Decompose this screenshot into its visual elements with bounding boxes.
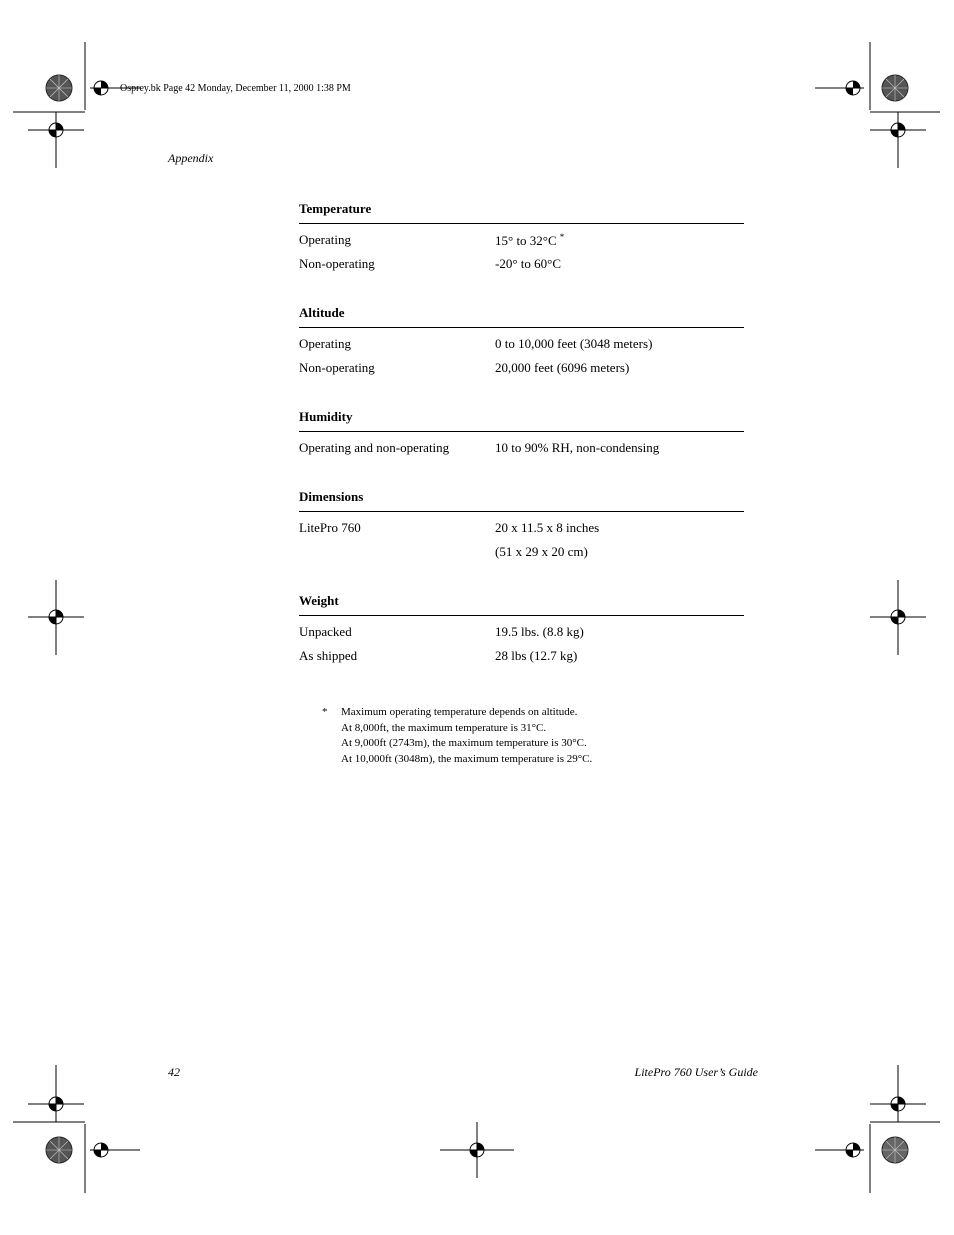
table-row bbox=[299, 516, 744, 540]
section-title: Dimensions bbox=[299, 488, 744, 512]
row-label: Unpacked bbox=[299, 624, 352, 639]
row-value: -20° to 60°C bbox=[495, 256, 562, 271]
row-value: 20 x 11.5 x 8 inches bbox=[495, 520, 600, 535]
footnote-line: At 8,000ft, the maximum temperature is 31°C. bbox=[341, 721, 547, 734]
row-value: 0 to 10,000 feet (3048 meters) bbox=[495, 336, 653, 351]
footer-title: LitePro 760 User’s Guide bbox=[634, 1065, 758, 1079]
footnote-line: At 10,000ft (3048m), the maximum temperature is 29°C. bbox=[341, 752, 593, 765]
footnote-line: At 9,000ft (2743m), the maximum temperature is 30°C. bbox=[341, 737, 587, 749]
table-row bbox=[299, 620, 744, 644]
section-humidity bbox=[299, 408, 744, 460]
print-slug: Osprey.bk Page 42 Monday, December 11, 2000 1:38 PM bbox=[120, 83, 351, 94]
row-value: 19.5 lbs. (8.8 kg) bbox=[495, 624, 584, 639]
row-label: Operating and non-operating bbox=[299, 440, 450, 455]
row-value: (51 x 29 x 20 cm) bbox=[495, 544, 588, 559]
table-row bbox=[299, 540, 744, 564]
table-row bbox=[299, 252, 744, 276]
row-label: Operating bbox=[299, 336, 351, 351]
row-label: LitePro 760 bbox=[299, 520, 361, 535]
row-label: As shipped bbox=[299, 648, 358, 663]
section-altitude bbox=[299, 304, 744, 380]
table-row bbox=[299, 644, 744, 668]
section-title: Temperature bbox=[299, 200, 744, 224]
section-title: Weight bbox=[299, 592, 744, 616]
footnote-mark: * bbox=[322, 706, 328, 718]
page-number: 42 bbox=[168, 1065, 180, 1079]
table-row bbox=[299, 356, 744, 380]
row-value: 10 to 90% RH, non-condensing bbox=[495, 440, 660, 455]
row-label: Operating bbox=[299, 232, 351, 247]
footnote-line: Maximum operating temperature depends on altitude. bbox=[341, 706, 578, 718]
table-row bbox=[299, 228, 744, 252]
table-row bbox=[299, 436, 744, 460]
row-label: Non-operating bbox=[299, 360, 375, 375]
row-value: 15° to 32°C bbox=[495, 233, 557, 248]
section-title: Humidity bbox=[299, 408, 744, 432]
section-dimensions bbox=[299, 488, 744, 564]
running-head: Appendix bbox=[168, 151, 214, 165]
footnote-reference: * bbox=[559, 232, 565, 242]
row-label: Non-operating bbox=[299, 256, 375, 271]
specifications-table bbox=[299, 200, 744, 696]
row-value: 20,000 feet (6096 meters) bbox=[495, 360, 630, 375]
table-row bbox=[299, 332, 744, 356]
section-title: Altitude bbox=[299, 304, 744, 328]
section-temperature bbox=[299, 200, 744, 276]
row-value: 28 lbs (12.7 kg) bbox=[495, 648, 578, 663]
section-weight bbox=[299, 592, 744, 668]
